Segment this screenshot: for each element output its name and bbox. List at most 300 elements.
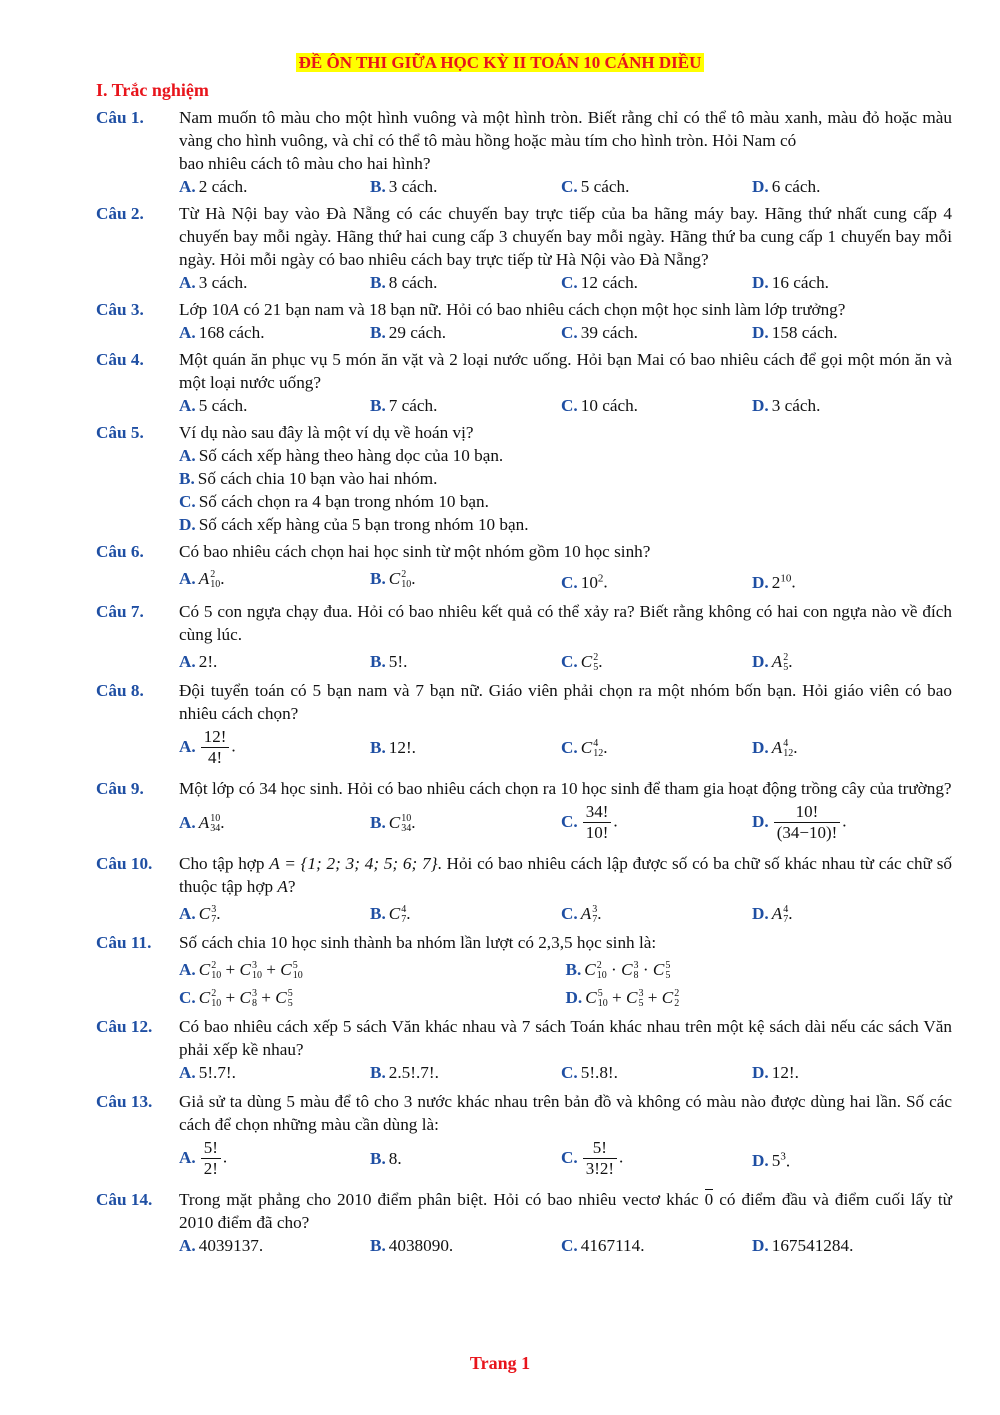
option-letter: D. <box>752 903 769 923</box>
fraction-numerator: 34! <box>583 802 612 823</box>
question-stem <box>96 298 952 321</box>
math-symbol <box>581 904 598 923</box>
option-tail: . <box>411 813 416 833</box>
operator: · <box>606 959 622 979</box>
math-symbol <box>662 988 679 1007</box>
option-letter: A. <box>179 813 196 833</box>
question-text: có 21 bạn nam và 18 bạn nữ. Hỏi có bao nhiêu cách chọn một học sinh làm lớp trưởng? <box>239 300 846 319</box>
question-text: Có bao nhiêu cách xếp 5 sách Văn khác nhau và 7 sách Toán khác nhau trên một kệ sách dài nếu các sách Văn phải xếp kề nhau? <box>179 1016 952 1059</box>
math-indices <box>665 961 670 981</box>
option-letter: C. <box>561 811 578 831</box>
option-letter: A. <box>179 1062 196 1082</box>
option-text: 167541284. <box>771 1235 854 1255</box>
option-text: 158 cách. <box>771 323 838 342</box>
option <box>370 567 561 594</box>
option-letter: B. <box>370 396 386 415</box>
option-text: 39 cách. <box>580 323 638 342</box>
option-text: 4038090. <box>388 1235 454 1255</box>
math-letter: C <box>584 959 596 979</box>
fraction-denominator: 3!2! <box>585 1159 615 1179</box>
math-symbol <box>280 960 302 979</box>
math-sub: 10 <box>597 997 608 1009</box>
option <box>179 811 370 834</box>
option-letter: B. <box>370 738 386 758</box>
question-stem <box>96 1188 952 1234</box>
option-letter: C. <box>561 396 578 415</box>
question-4 <box>96 348 952 417</box>
option-text: 12 cách. <box>580 273 638 292</box>
question-12 <box>96 1015 952 1084</box>
question-stem <box>96 931 952 954</box>
math-symbol <box>771 738 794 760</box>
option <box>752 321 943 344</box>
option-letter: D. <box>752 273 769 292</box>
option-letter: B. <box>370 1235 386 1255</box>
math-symbol <box>580 738 604 760</box>
option <box>370 394 561 417</box>
math-symbol <box>626 988 643 1007</box>
power: $5^3$ <box>771 1150 786 1171</box>
question-stem <box>96 777 952 800</box>
fraction <box>201 727 230 768</box>
math-sup: 2 <box>783 651 789 663</box>
option <box>370 736 561 759</box>
question-5 <box>96 421 952 536</box>
option <box>370 321 561 344</box>
math-sub: 10 <box>292 969 303 981</box>
option <box>370 175 561 198</box>
math-sup: 4 <box>783 903 789 915</box>
question-2 <box>96 202 952 294</box>
option <box>752 271 943 294</box>
power: $2^{10}$ <box>771 572 792 592</box>
option-letter: B. <box>370 813 386 833</box>
question-14 <box>96 1188 952 1257</box>
exponent: 2 <box>597 572 604 584</box>
option-letter: C. <box>561 323 578 342</box>
option <box>752 1234 943 1257</box>
option-letter: D. <box>752 1235 769 1255</box>
option-letter: C. <box>561 1062 578 1082</box>
math-symbol <box>198 569 221 591</box>
question-stem <box>96 348 952 394</box>
math-letter: C <box>388 569 401 588</box>
option <box>561 1138 752 1179</box>
option-letter: B. <box>370 323 386 342</box>
question-3 <box>96 298 952 344</box>
math-sup: 4 <box>401 903 407 915</box>
math-symbol <box>772 652 789 671</box>
option <box>752 1146 943 1173</box>
option <box>561 1061 752 1084</box>
math-sub: 5 <box>638 997 644 1009</box>
option-tail: . <box>788 903 793 923</box>
option-letter: D. <box>752 177 769 196</box>
option-letter: A. <box>179 177 196 196</box>
option <box>370 1234 561 1257</box>
option-row <box>96 986 952 1009</box>
option <box>179 1234 370 1257</box>
fraction-numerator: 12! <box>201 727 230 748</box>
question-label: Câu 4. <box>96 350 144 369</box>
question-stem <box>96 540 952 563</box>
fraction-numerator: 5! <box>583 1138 617 1159</box>
option <box>179 1061 370 1084</box>
page-number: Trang 1 <box>469 1353 531 1373</box>
math-symbol <box>239 988 256 1007</box>
option-text: 2 cách. <box>198 177 248 196</box>
math-letter: C <box>198 959 211 979</box>
exponent: 3 <box>780 1150 786 1163</box>
math-sup: 3 <box>592 903 598 915</box>
question-text: Cho tập hợp <box>179 853 270 873</box>
operator: + <box>221 987 240 1007</box>
option <box>179 958 566 981</box>
fraction-denominator: 4! <box>207 748 223 768</box>
option <box>561 394 752 417</box>
option-letter: A. <box>179 903 196 923</box>
question-text: Có bao nhiêu cách chọn hai học sinh từ một nhóm gồm 10 học sinh? <box>179 542 651 561</box>
fraction <box>583 802 612 843</box>
option <box>752 902 943 925</box>
option <box>561 271 752 294</box>
question-label: Câu 6. <box>96 542 144 561</box>
math-symbol <box>275 988 292 1007</box>
option-row <box>96 650 952 673</box>
option-row <box>96 271 952 294</box>
option-text: 4167114. <box>580 1235 645 1255</box>
power: $10^2$ <box>580 572 604 592</box>
option <box>561 175 752 198</box>
math-letter: A <box>198 813 210 833</box>
question-stem <box>96 679 952 725</box>
option-letter: D. <box>752 651 769 671</box>
fraction <box>774 802 841 843</box>
option <box>752 802 943 843</box>
math-sub: 10 <box>401 579 412 591</box>
option <box>179 175 370 198</box>
option <box>370 650 561 673</box>
option-letter: C. <box>561 273 578 292</box>
option-text: 3 cách. <box>771 396 821 415</box>
question-label: Câu 7. <box>96 601 144 621</box>
question-text: Đội tuyển toán có 5 bạn nam và 7 bạn nữ. Giáo viên phải chọn ra một nhóm bốn bạn. Hỏi giáo viên có bao nhiêu cách chọn? <box>179 680 952 723</box>
variable: A <box>228 300 240 319</box>
math-indices <box>597 961 607 981</box>
question-list <box>96 106 952 1257</box>
question-stem <box>96 202 952 271</box>
math-sup: 5 <box>287 987 293 999</box>
math-symbol <box>199 988 221 1007</box>
option-text: 12!. <box>388 738 416 758</box>
option-text: 8. <box>388 1149 402 1169</box>
math-letter: C <box>580 738 593 758</box>
math-letter: C <box>580 651 593 671</box>
math-sup: 4 <box>593 738 599 750</box>
question-stem <box>96 421 952 444</box>
option-text: 8 cách. <box>388 273 438 292</box>
question-text: Ví dụ nào sau đây là một ví dụ về hoán vị? <box>179 423 474 442</box>
option-letter: A. <box>179 273 196 292</box>
math-sub: 5 <box>783 661 789 673</box>
math-symbol <box>199 960 221 979</box>
option-tail: . <box>222 1147 228 1167</box>
math-symbol <box>653 960 670 979</box>
option-letter: A. <box>179 736 196 756</box>
section-heading: I. Trắc nghiệm <box>96 80 209 100</box>
math-symbol <box>388 813 412 835</box>
option <box>179 567 370 594</box>
option-tail: . <box>603 572 608 592</box>
math-indices <box>783 739 793 759</box>
option-row <box>96 902 952 925</box>
math-indices <box>598 989 608 1009</box>
option <box>561 1234 752 1257</box>
option <box>566 958 953 981</box>
option <box>566 986 953 1009</box>
math-symbol <box>198 813 221 835</box>
option <box>179 469 437 488</box>
option-tail: . <box>603 738 608 758</box>
operator: · <box>638 959 653 979</box>
option-tail: . <box>619 1147 624 1167</box>
option-letter: C. <box>561 1147 578 1167</box>
option-letter: D. <box>752 811 769 831</box>
option-text: 2!. <box>198 651 218 671</box>
option <box>561 802 752 843</box>
option-text: 5 cách. <box>580 177 630 196</box>
option-row <box>96 567 952 594</box>
math-indices <box>210 814 220 834</box>
question-7 <box>96 600 952 673</box>
option-tail: . <box>598 651 603 671</box>
option-text: Số cách xếp hàng theo hàng dọc của 10 bạn. <box>198 446 504 465</box>
question-text: Lớp 10 <box>179 300 229 319</box>
option-text: 10 cách. <box>580 396 638 415</box>
question-label: Câu 14. <box>96 1189 153 1209</box>
option-letter: B. <box>565 959 582 979</box>
option-line <box>96 444 952 467</box>
option-row <box>96 725 952 771</box>
option-line <box>96 513 952 536</box>
question-text: Từ Hà Nội bay vào Đà Nẵng có các chuyến bay trực tiếp của ba hãng máy bay. Hãng thứ nhất cung cấp 4 chuyến bay mỗi ngày. Hãng thứ hai cung cấp 3 chuyến bay mỗi ngày. Hãng thứ ba cung cấp 1 chuyến bay mỗi ngày. Hỏi mỗi ngày có bao nhiêu cách bay trực tiếp từ Hà Nội vào Đà Nẵng? <box>179 204 952 269</box>
question-label: Câu 11. <box>96 932 152 952</box>
math-letter: C <box>239 987 251 1007</box>
question-text: . Hỏi có bao nhiêu cách lập được số có ba chữ số khác nhau từ các chữ số thuộc tập hợp <box>179 853 952 896</box>
option <box>179 1138 370 1179</box>
question-label: Câu 10. <box>96 853 153 873</box>
question-text: ? <box>287 876 296 896</box>
math-letter: C <box>198 987 211 1007</box>
option-letter: D. <box>565 987 583 1007</box>
option-letter: A. <box>179 1147 196 1167</box>
option-row <box>96 175 952 198</box>
option-text: 7 cách. <box>388 396 438 415</box>
math-letter: C <box>388 813 401 833</box>
math-indices <box>401 570 411 590</box>
math-sub: 5 <box>287 997 293 1009</box>
option-row <box>96 321 952 344</box>
option-row <box>96 958 952 981</box>
option-row <box>96 1136 952 1182</box>
math-letter: C <box>652 959 665 979</box>
math-sup: 4 <box>783 738 789 750</box>
math-sub: 12 <box>593 748 604 760</box>
option-letter: B. <box>370 273 386 292</box>
math-sub: 5 <box>665 969 671 981</box>
math-indices <box>210 570 220 590</box>
option-letter: B. <box>370 1149 386 1169</box>
question-label: Câu 3. <box>96 300 144 319</box>
math-sup: 3 <box>633 959 639 971</box>
math-sup: 10 <box>401 813 412 825</box>
option-text: 2.5!.7!. <box>388 1062 439 1082</box>
question-9 <box>96 777 952 846</box>
fraction <box>201 1138 221 1179</box>
option-tail: . <box>785 1151 791 1171</box>
math-sup: 5 <box>597 987 603 999</box>
question-label: Câu 12. <box>96 1016 153 1036</box>
option-tail: . <box>597 903 602 923</box>
option-text: 5 cách. <box>198 396 248 415</box>
option-letter: C. <box>561 572 578 592</box>
math-sup: 2 <box>593 651 599 663</box>
option <box>561 902 752 925</box>
option <box>179 986 566 1009</box>
question-13 <box>96 1090 952 1182</box>
math-symbol <box>772 904 789 923</box>
option-letter: C. <box>561 1235 578 1255</box>
option-text: 5!.7!. <box>198 1062 236 1082</box>
math-sub: 7 <box>211 913 217 925</box>
option-row <box>96 1061 952 1084</box>
option-letter: D. <box>752 323 769 342</box>
option <box>179 271 370 294</box>
option <box>370 902 561 925</box>
math-letter: C <box>621 959 633 979</box>
set-notation: A = {1; 2; 3; 4; 5; 6; 7} <box>269 853 438 873</box>
option-tail: . <box>220 569 225 588</box>
fraction-denominator: 2! <box>203 1159 218 1179</box>
option-letter: C. <box>561 177 578 196</box>
math-sub: 5 <box>593 661 599 673</box>
question-text: có điểm đầu và điểm cuối lấy từ 2010 điểm đã cho? <box>179 1189 952 1232</box>
math-sup: 10 <box>210 813 221 825</box>
option <box>179 650 370 673</box>
option-text: 5!.8!. <box>580 1062 618 1082</box>
question-label: Câu 5. <box>96 423 144 442</box>
option <box>752 1061 943 1084</box>
math-letter: C <box>239 959 251 979</box>
math-letter: C <box>625 987 638 1007</box>
option-text: 3 cách. <box>198 273 248 292</box>
option-text: 29 cách. <box>388 323 447 342</box>
option-text: 5!. <box>388 651 408 671</box>
option <box>179 515 529 534</box>
option <box>179 902 370 925</box>
math-letter: A <box>771 651 783 671</box>
question-text: Trong mặt phẳng cho 2010 điểm phân biệt. Hỏi có bao nhiêu vectơ khác <box>179 1189 705 1209</box>
math-letter: C <box>198 903 211 923</box>
option-text: 12!. <box>771 1062 799 1082</box>
option <box>752 175 943 198</box>
exam-title <box>0 53 1000 73</box>
option-letter: D. <box>752 396 769 415</box>
math-sub: 34 <box>401 823 412 835</box>
option-tail: . <box>411 569 416 588</box>
math-letter: C <box>661 987 674 1007</box>
option <box>370 1147 561 1170</box>
math-letter: A <box>771 903 783 923</box>
math-sup: 5 <box>292 959 298 971</box>
option <box>179 727 370 768</box>
math-sup: 3 <box>211 903 217 915</box>
question-text: Có 5 con ngựa chạy đua. Hỏi có bao nhiêu kết quả có thể xảy ra? Biết rằng không có hai con ngựa nào về đích cùng lúc. <box>179 601 952 644</box>
option-letter: A. <box>179 959 196 979</box>
option-tail: . <box>216 903 221 923</box>
option <box>752 736 943 759</box>
option <box>179 492 489 511</box>
question-1 <box>96 106 952 198</box>
math-letter: C <box>280 959 292 979</box>
option-letter: B. <box>179 469 195 488</box>
option-letter: A. <box>179 396 196 415</box>
question-stem <box>96 1090 952 1136</box>
question-text: Một quán ăn phục vụ 5 món ăn vặt và 2 loại nước uống. Hỏi bạn Mai có bao nhiêu cách để gọi một món ăn và một loại nước uống? <box>179 350 952 392</box>
option <box>179 321 370 344</box>
math-symbol <box>581 652 598 671</box>
question-label: Câu 9. <box>96 778 144 798</box>
option-text: 6 cách. <box>771 177 821 196</box>
math-indices <box>401 814 411 834</box>
option-letter: D. <box>752 1062 769 1082</box>
math-sub: 10 <box>210 579 221 591</box>
option-letter: A. <box>179 569 196 588</box>
option-letter: D. <box>752 1151 769 1171</box>
fraction-numerator: 5! <box>201 1138 221 1159</box>
math-sup: 2 <box>401 569 407 581</box>
option <box>561 650 752 673</box>
option-letter: C. <box>561 738 578 758</box>
option <box>752 567 943 594</box>
math-sup: 2 <box>211 987 217 999</box>
option-letter: C. <box>561 903 578 923</box>
option-text: Số cách xếp hàng của 5 bạn trong nhóm 10 bạn. <box>198 515 529 534</box>
exponent: 10 <box>780 572 792 584</box>
option-text: 4039137. <box>198 1235 264 1255</box>
math-sub: 7 <box>783 913 789 925</box>
math-indices <box>293 961 303 981</box>
fraction-numerator: 10! <box>774 802 841 823</box>
question-text: Số cách chia 10 học sinh thành ba nhóm lần lượt có 2,3,5 học sinh là: <box>179 932 657 952</box>
option-tail: . <box>231 736 236 756</box>
question-6 <box>96 540 952 594</box>
option-text: 16 cách. <box>771 273 829 292</box>
math-letter: C <box>585 987 597 1007</box>
option-text: 168 cách. <box>198 323 265 342</box>
variable: A <box>277 876 288 896</box>
math-sub: 8 <box>633 969 639 981</box>
option <box>752 650 943 673</box>
math-indices <box>211 989 221 1009</box>
option <box>752 394 943 417</box>
option-letter: B. <box>370 1062 386 1082</box>
question-stem <box>96 852 952 898</box>
option <box>370 271 561 294</box>
math-sub: 10 <box>211 997 222 1009</box>
math-symbol <box>199 904 216 923</box>
math-sub: 10 <box>596 969 607 981</box>
